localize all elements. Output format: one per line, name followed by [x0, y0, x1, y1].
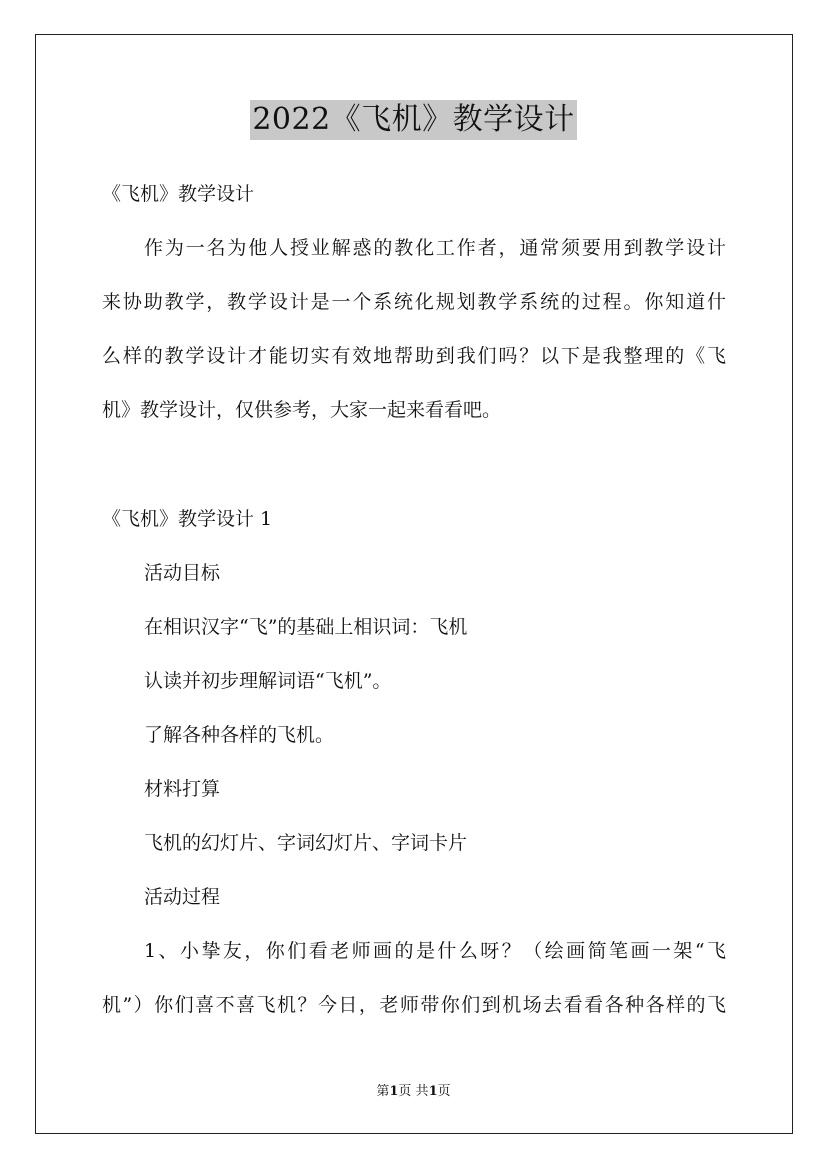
footer-suffix: 页: [437, 1084, 451, 1099]
document-title: 2022《飞机》教学设计: [250, 100, 576, 140]
footer-current-page: 1: [389, 1084, 399, 1099]
section-heading: 《飞机》教学设计 1: [102, 508, 273, 530]
footer-mid: 页 共: [398, 1084, 429, 1099]
page-footer: [0, 1084, 827, 1100]
footer-total-pages: 1: [428, 1084, 438, 1099]
section-line-process: 活动过程: [144, 886, 221, 908]
section-line-goal-1: 在相识汉字“飞”的基础上相识词：飞机: [144, 616, 468, 638]
section-line-materials-list: 飞机的幻灯片、字词幻灯片、字词卡片: [144, 832, 468, 854]
activity-line-2: 机”）你们喜不喜飞机？今日，老师带你们到机场去看看各种各样的飞: [102, 994, 726, 1016]
document-subtitle: 《飞机》教学设计: [102, 183, 255, 205]
section-line-goals: 活动目标: [144, 562, 221, 584]
section-line-goal-2: 认读并初步理解词语“飞机”。: [144, 670, 392, 692]
intro-line-2: 来协助教学，教学设计是一个系统化规划教学系统的过程。你知道什: [102, 291, 726, 313]
footer-prefix: 第: [376, 1084, 390, 1099]
intro-line-1: 作为一名为他人授业解惑的教化工作者，通常须要用到教学设计: [144, 237, 726, 259]
section-line-goal-3: 了解各种各样的飞机。: [144, 724, 335, 746]
section-line-materials: 材料打算: [144, 778, 221, 800]
title-container: [0, 100, 827, 140]
intro-line-3: 么样的教学设计才能切实有效地帮助到我们吗？以下是我整理的《飞: [102, 345, 726, 367]
intro-line-4: 机》教学设计，仅供参考，大家一起来看看吧。: [102, 399, 502, 421]
activity-line-1: 1、小挚友，你们看老师画的是什么呀？（绘画简笔画一架“飞: [144, 940, 726, 962]
